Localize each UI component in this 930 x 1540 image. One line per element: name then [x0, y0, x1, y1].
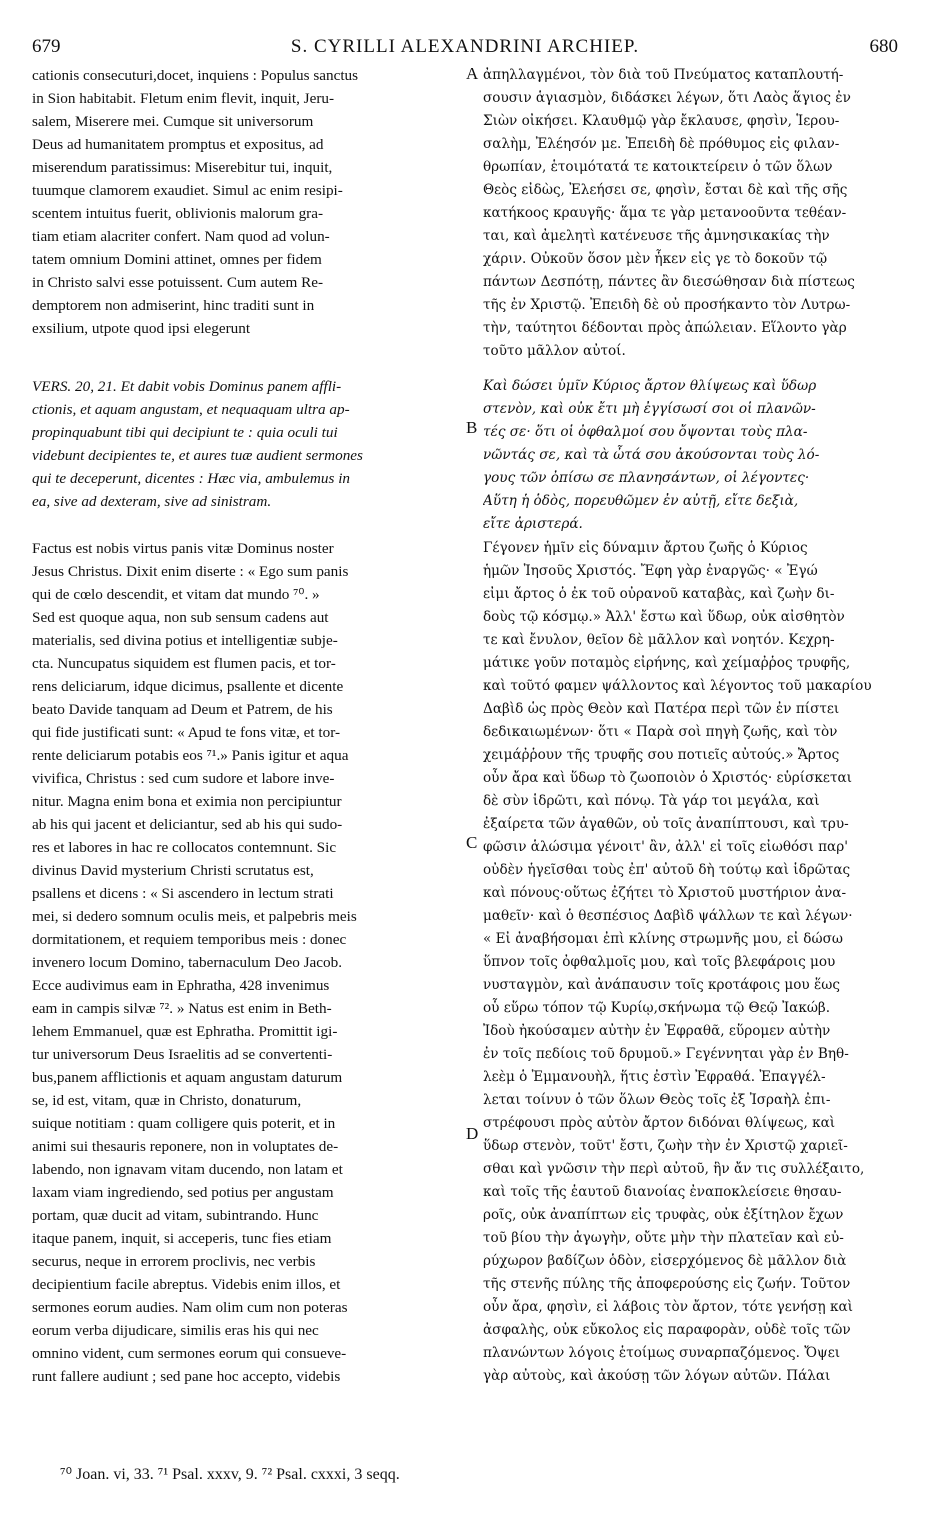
text-line: ρύχωρον βαδίζων ὁδὸν, εἰσερχόμενος δὲ μᾶλλον διὰ — [483, 1253, 847, 1269]
text-line: animi sui thesauris reponere, non in voluptates de- — [32, 1138, 339, 1155]
latin-paragraph-2 — [32, 537, 460, 1388]
text-line: σαλὴμ, Ἐλέησόν με. Ἐπειδὴ δὲ πρόθυμος εἰς φιλαν- — [483, 136, 840, 152]
text-line: salem, Miserere mei. Cumque sit universorum — [32, 113, 314, 130]
text-line: τὴν, ταύτητοι δέδονται πρὸς ἀπώλειαν. Εἵλοντο γὰρ — [483, 320, 847, 336]
text-line: lehem Emmanuel, quæ est Ephratha. Promittit igi- — [32, 1023, 338, 1040]
text-line: Sed est quoque aqua, non sub sensum cadens aut — [32, 609, 329, 626]
text-line: ροῖς, οὐκ ἀναπίπτων εἰς τρυφὰς, οὐκ ἐξίτηλον ἔχων — [483, 1207, 844, 1223]
text-line: χειμάῤῥουν τῆς τρυφῆς σου ποτιεῖς αὐτούς.» Ἄρτος — [483, 747, 840, 763]
text-line: se, id est, vitam, quæ in Christo, donaturum, — [32, 1092, 302, 1109]
text-line: videbunt decipientes te, et aures tuæ audient sermones — [32, 447, 363, 464]
text-line: χάριν. Οὐκοῦν ὅσον μὲν ἧκεν εἰς γε τὸ δοκοῦν τῷ — [483, 251, 828, 267]
greek-paragraph-2 — [483, 537, 901, 1388]
text-line: in Christo salvi esse potuissent. Cum autem Re- — [32, 274, 324, 291]
margin-marker-d: D — [466, 1124, 479, 1143]
text-line: exsilium, utpote quod ipsi elegerunt — [32, 320, 251, 337]
text-line: νῶντάς σε, καὶ τὰ ὦτά σου ἀκούσονται τοὺς λό- — [483, 447, 820, 463]
text-line: λεὲμ ὁ Ἐμμανουὴλ, ἥτις ἐστὶν Ἐφραθά. Ἐπαγγέλ- — [483, 1069, 826, 1085]
text-line: πάντων Δεσπότῃ, πάντες ἂν διεσώθησαν διὰ πίστεως — [483, 274, 855, 290]
latin-paragraph-1 — [32, 64, 460, 340]
text-line: ἐξαίρετα τῶν ἀγαθῶν, οὐ τοῖς ἀναπίπτουσι, καὶ τρυ- — [483, 816, 849, 832]
margin-marker-c: C — [466, 833, 478, 852]
text-line: Σιὼν οἰκήσει. Κλαυθμῷ γὰρ ἔκλαυσε, φησὶν, Ἱερου- — [483, 113, 840, 129]
text-line: φῶσιν ἁλώσιμα γένοιτ' ἂν, ἀλλ' εἰ τοῖς εἰωθόσι παρ' — [483, 839, 848, 855]
text-line: miserendum paratissimus: Miserebitur tui, inquit, — [32, 159, 333, 176]
text-line: Ecce audivimus eam in Ephratha, 428 invenimus — [32, 977, 330, 994]
text-line: τῆς στενῆς πύλης τῆς ἀποφερούσης εἰς ζωήν. Τοῦτον — [483, 1276, 851, 1292]
text-line: οὖν ἄρα, φησὶν, εἰ λάβοις τὸν ἄρτον, τότε γενήσῃ καὶ — [483, 1299, 853, 1315]
text-line: cationis consecuturi,docet, inquiens : Populus sanctus — [32, 67, 359, 84]
text-line: τοῦτο μᾶλλον αὐτοί. — [483, 343, 626, 359]
text-line: mei, si dedero somnum oculis meis, et palpebris meis — [32, 908, 357, 925]
text-line: suique notitiam : quam colligere quis poterit, et in — [32, 1115, 336, 1132]
running-header — [32, 36, 898, 62]
text-line: in Sion habitabit. Fletum enim flevit, inquit, Jeru- — [32, 90, 335, 107]
text-line: οὖν ἄρα καὶ ὕδωρ τὸ ζωοποιὸν ὁ Χριστός· εὑρίσκεται — [483, 770, 852, 786]
text-line: « Εἰ ἀναβήσομαι ἐπὶ κλίνης στρωμνῆς μου, εἰ δώσω — [483, 931, 843, 947]
text-line: καὶ πόνους·οὕτως ἐζήτει τὸ Χριστοῦ μυστήριον ἀνα- — [483, 885, 847, 901]
text-line: nitur. Magna enim bona et eximia non percipiuntur — [32, 793, 342, 810]
text-line: vivifica, Christus : sed cum sudore et labore inve- — [32, 770, 335, 787]
text-line: στρέφουσι πρὸς αὐτὸν ἄρτον διδόναι θλίψεως, καὶ — [483, 1115, 836, 1131]
text-line: σουσιν ἁγιασμὸν, διδάσκει λέγων, ὅτι Λαὸς ἅγιος ἐν — [483, 90, 851, 106]
text-line: ctionis, et aquam angustam, et nequaquam ultra ap- — [32, 401, 350, 418]
text-line: ἐν τοῖς πεδίοις τοῦ δρυμοῦ.» Γεγέννηται γὰρ ἐν Βηθ- — [483, 1046, 849, 1062]
latin-verse — [32, 375, 460, 513]
text-line: propinquabunt tibi qui decipiunt te : quia oculi tui — [32, 424, 338, 441]
margin-marker-b: B — [466, 418, 478, 437]
text-line: Θεὸς εἰδὼς, Ἐλεήσει σε, φησὶν, ἔσται δὲ καὶ τῆς σῆς — [483, 182, 848, 198]
text-line: νυσταγμὸν, καὶ ἀνάπαυσιν τοῖς κροτάφοις μου ἕως — [483, 977, 840, 993]
text-line: τε καὶ ἔνυλον, θεῖον δὲ μᾶλλον καὶ νοητόν. Κεχρη- — [483, 632, 835, 648]
text-line: invenero locum Domino, tabernaculum Deo Jacob. — [32, 954, 342, 971]
text-line: Jesus Christus. Dixit enim diserte : « Ego sum panis — [32, 563, 349, 580]
greek-paragraph-1 — [483, 64, 901, 363]
text-line: materialis, sed divina potius et intelligentiæ subje- — [32, 632, 338, 649]
text-line: εἰμι ἄρτος ὁ ἐκ τοῦ οὐρανοῦ καταβὰς, καὶ ζωὴν δι- — [483, 586, 835, 602]
text-line: scentem intuitus fuerit, oblivionis malorum gra- — [32, 205, 324, 222]
text-line: Αὕτη ἡ ὁδὸς, πορευθῶμεν ἐν αὐτῇ, εἴτε δεξιὰ, — [483, 493, 799, 509]
text-line: πλανώντων λόγοις ἑτοίμως συναρπαζόμενος. Ὄψει — [483, 1345, 841, 1361]
text-line: res et labores in hac re collocatos contemnunt. Sic — [32, 839, 337, 856]
text-line: τές σε· ὅτι οἱ ὀφθαλμοί σου ὄψονται τοὺς πλα- — [483, 424, 808, 440]
page-number-right: 680 — [869, 36, 898, 57]
text-line: καὶ τοῖς τῆς ἑαυτοῦ διανοίας ἐναποκλείσειε θησαυ- — [483, 1184, 842, 1200]
text-line: μαθεῖν· καὶ ὁ θεσπέσιος Δαβὶδ ψάλλων τε καὶ λέγων· — [483, 908, 853, 924]
text-line: beato Davide tanquam ad Deum et Patrem, de his — [32, 701, 333, 718]
text-line: μάτικε γοῦν ποταμὸς εἰρήνης, καὶ χείμαῤῥος τρυφῆς, — [483, 655, 851, 671]
text-line: κατήκοος κραυγῆς· ἅμα τε γὰρ μετανοοῦντα τεθέαν- — [483, 205, 847, 221]
text-line: τοῦ βίου τὴν ἀγωγὴν, οὔτε μὴν τὴν πλατεῖαν καὶ εὐ- — [483, 1230, 844, 1246]
text-line: ἀσφαλὴς, οὐκ εὔκολος εἰς παραφορὰν, οὐδὲ τοῖς τῶν — [483, 1322, 851, 1338]
text-line: tuumque clamorem exaudiet. Simul ac enim resipi- — [32, 182, 343, 199]
text-line: eam in campis silvæ ⁷². » Natus est enim in Beth- — [32, 1000, 332, 1017]
text-line: qui de cœlo descendit, et vitam dat mundo ⁷⁰. » — [32, 586, 320, 603]
text-line: cta. Nuncupatus siquidem est flumen pacis, et tor- — [32, 655, 336, 672]
text-line: καὶ τοῦτό φαμεν ψάλλοντος καὶ λέγοντος τοῦ μακαρίου — [483, 678, 872, 694]
text-line: δεδικαιωμένων· ὅτι « Παρὰ σοὶ πηγὴ ζωῆς, καὶ τὸν — [483, 724, 838, 740]
text-line: tatem omnium Domini attinet, omnes per fidem — [32, 251, 322, 268]
running-title: S. CYRILLI ALEXANDRINI ARCHIEP. — [290, 36, 640, 57]
text-line: ἀπηλλαγμένοι, τὸν διὰ τοῦ Πνεύματος καταπλουτή- — [483, 67, 844, 83]
text-line: demptorem non admiserint, hinc traditi sunt in — [32, 297, 315, 314]
text-line: runt fallere audiunt ; sed pane hoc accepto, videbis — [32, 1368, 341, 1385]
footnotes: ⁷⁰ Joan. vi, 33. ⁷¹ Psal. xxxv, 9. ⁷² Psal. cxxxi, 3 seqq. — [60, 1466, 400, 1483]
text-line: τῆς ἐν Χριστῷ. Ἐπειδὴ δὲ οὐ προσήκαντο τὸν Λυτρω- — [483, 297, 851, 313]
greek-verse — [483, 375, 901, 536]
text-line: σθαι καὶ γνῶσιν τὴν περὶ αὐτοῦ, ἣν ἄν τις συλλέξαιτο, — [483, 1161, 865, 1177]
text-line: psallens et dicens : « Si ascendero in lectum strati — [32, 885, 334, 902]
text-line: εἴτε ἀριστερά. — [483, 516, 583, 532]
text-line: Δαβὶδ ὡς πρὸς Θεὸν καὶ Πατέρα περὶ τῶν ἐν πίστει — [483, 701, 840, 717]
text-line: Deus ad humanitatem promptus et expositus, ad — [32, 136, 324, 153]
text-line: γὰρ αὐτοὺς, καὶ ἀκούσῃ τῶν λόγων αὐτῶν. Πάλαι — [483, 1368, 831, 1384]
text-line: ea, sive ad dexteram, sive ad sinistram. — [32, 493, 272, 510]
text-line: rens deliciarum, idque dicimus, psallente et dicente — [32, 678, 344, 695]
text-line: rente deliciarum potabis eos ⁷¹.» Panis igitur et aqua — [32, 747, 349, 764]
text-line: portam, quæ ducit ad vitam, subintrando. Hunc — [32, 1207, 319, 1224]
text-line: itaque panem, inquit, si acceperis, tunc fies etiam — [32, 1230, 332, 1247]
text-line: VERS. 20, 21. Et dabit vobis Dominus panem affli- — [32, 378, 342, 395]
margin-marker-a: A — [466, 64, 479, 83]
text-line: securus, neque in errorem proclivis, nec verbis — [32, 1253, 316, 1270]
text-line: ab his qui jacent et deliciantur, sed ab his qui sudo- — [32, 816, 343, 833]
text-line: omnino vident, cum sermones eorum qui consueve- — [32, 1345, 347, 1362]
text-line: δοὺς τῷ κόσμῳ.» Ἀλλ' ἔστω καὶ ὕδωρ, οὐκ αἰσθητὸν — [483, 609, 845, 625]
text-line: laxam viam ingrediendo, sed potius per angustam — [32, 1184, 334, 1201]
page-number-left: 679 — [32, 36, 61, 57]
text-line: eorum verba dijudicare, similis eras his qui nec — [32, 1322, 319, 1339]
text-line: Ἰδοὺ ἠκούσαμεν αὐτὴν ἐν Ἐφραθᾶ, εὕρομεν αὐτὴν — [483, 1023, 831, 1039]
text-line: Factus est nobis virtus panis vitæ Dominus noster — [32, 540, 334, 557]
text-line: divinus David mysterium Christi scrutatus est, — [32, 862, 314, 879]
text-line: sermones eorum audies. Nam olim cum non poteras — [32, 1299, 348, 1316]
text-line: Γέγονεν ἡμῖν εἰς δύναμιν ἄρτου ζωῆς ὁ Κύριος — [483, 540, 808, 556]
text-line: tur universorum Deus Israelitis ad se convertenti- — [32, 1046, 333, 1063]
text-line: dormitationem, et requiem temporibus meis : donec — [32, 931, 347, 948]
text-line: qui te deceperunt, dicentes : Hæc via, ambulemus in — [32, 470, 351, 487]
text-line: ὕδωρ στενὸν, τοῦτ' ἔστι, ζωὴν τὴν ἐν Χριστῷ χαριεῖ- — [483, 1138, 848, 1154]
text-line: tiam etiam alacriter confert. Nam quod ad volun- — [32, 228, 330, 245]
text-line: οὗ εὕρω τόπον τῷ Κυρίῳ,σκήνωμα τῷ Θεῷ Ἰακώβ. — [483, 1000, 831, 1016]
text-line: ἡμῶν Ἰησοῦς Χριστός. Ἔφη γὰρ ἐναργῶς· « Ἐγώ — [483, 563, 818, 579]
text-line: bus,panem afflictionis et aquam angustam daturum — [32, 1069, 343, 1086]
text-line: ὕπνον τοῖς ὀφθαλμοῖς μου, καὶ τοῖς βλεφάροις μου — [483, 954, 836, 970]
text-line: δὲ σὺν ἱδρῶτι, καὶ πόνῳ. Τὰ γάρ τοι μεγάλα, καὶ — [483, 793, 820, 809]
text-line: ται, καὶ ἀμελητὶ κατένευσε τῆς ἀμνησικακίας τὴν — [483, 228, 830, 244]
text-line: decipientium facile abreptus. Videbis enim illos, et — [32, 1276, 341, 1293]
text-line: qui fide justificati sunt: « Apud te fons vitæ, et tor- — [32, 724, 341, 741]
text-line: γους τῶν ὀπίσω σε πλανησάντων, οἱ λέγοντες· — [483, 470, 810, 486]
text-line: οὐδὲν ἡγεῖσθαι τοὺς ἐπ' αὐτοῦ δὴ τούτῳ καὶ ἱδρῶτας — [483, 862, 851, 878]
text-line: στενὸν, καὶ οὐκ ἔτι μὴ ἐγγίσωσί σοι οἱ πλανῶν- — [483, 401, 816, 417]
text-line: labendo, non ignavam vitam ducendo, non latam et — [32, 1161, 343, 1178]
text-line: Καὶ δώσει ὑμῖν Κύριος ἄρτον θλίψεως καὶ ὕδωρ — [483, 378, 817, 394]
text-line: λεται τοίνυν ὁ τῶν ὅλων Θεὸς τοῖς ἐξ Ἰσραὴλ ἐπι- — [483, 1092, 831, 1108]
text-line: θρωπίαν, ἑτοιμότατά τε κατοικτείρειν ὁ τῶν ὅλων — [483, 159, 833, 175]
